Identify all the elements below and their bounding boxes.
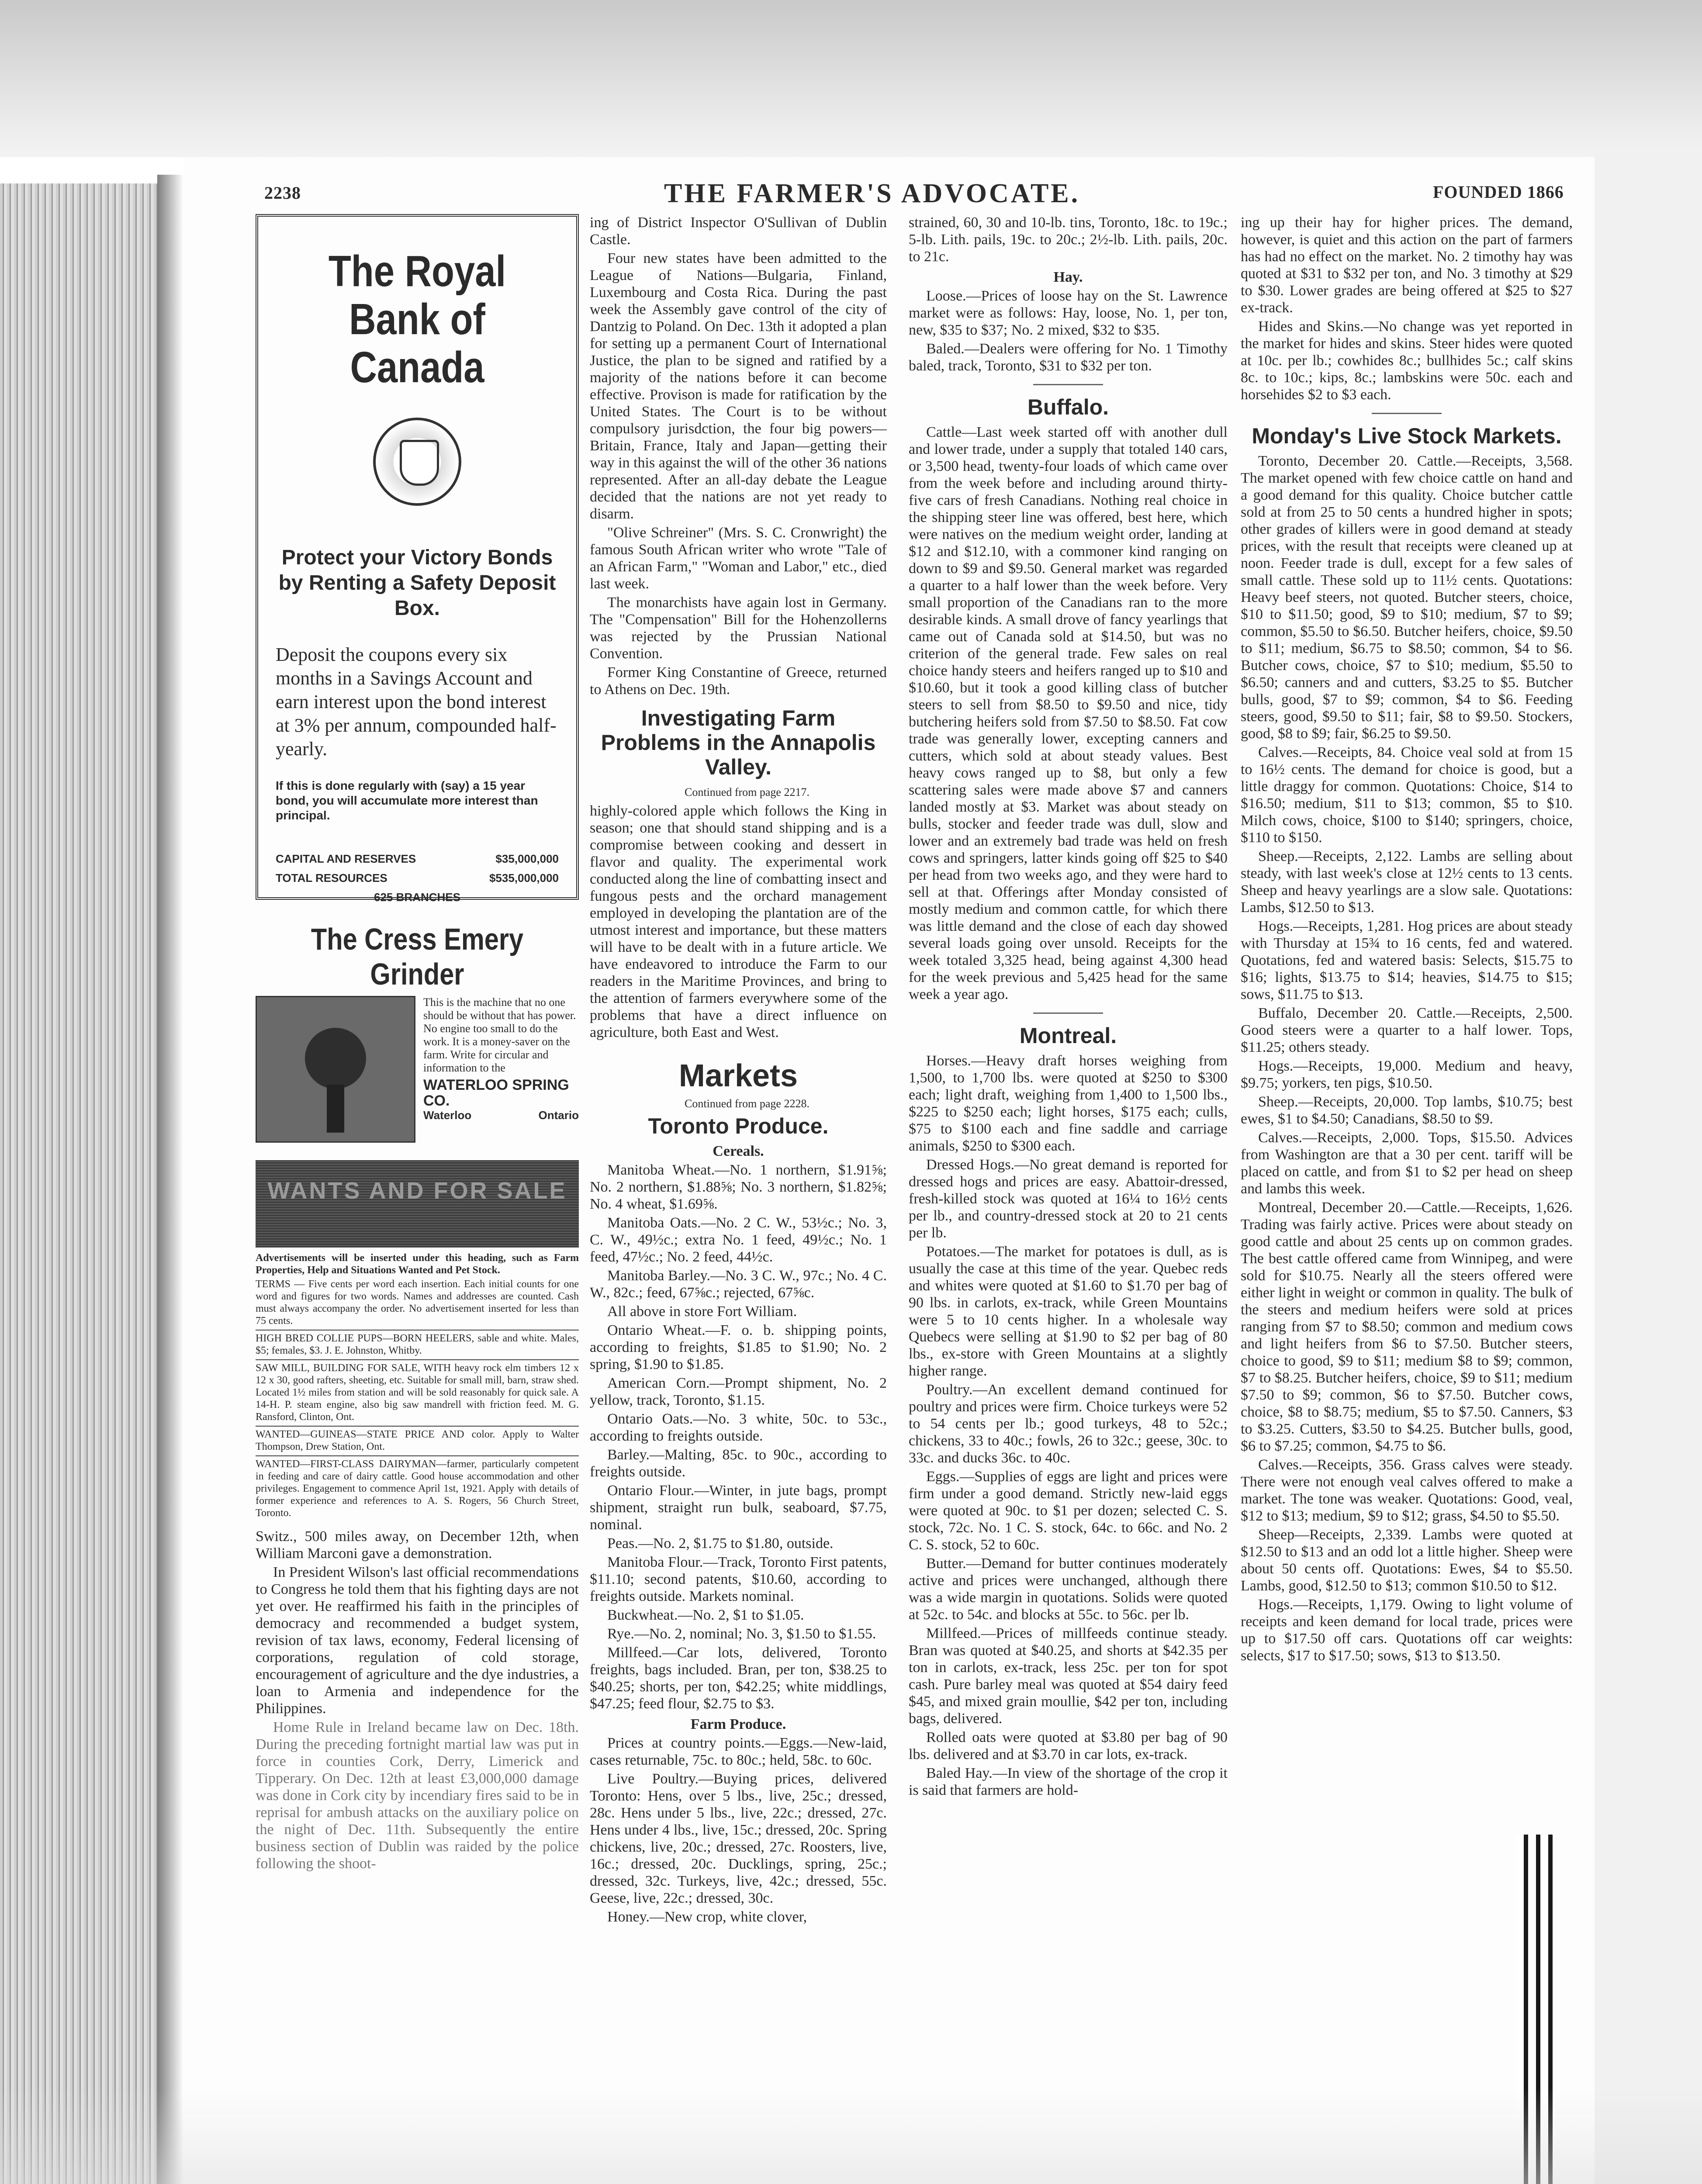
cress-company: WATERLOO SPRING CO.	[423, 1077, 569, 1109]
market-item: Buffalo, December 20. Cattle.—Receipts, 2,500. Good steers were a quarter to a half lower. Tops, $11.25; others steady.	[1241, 1005, 1573, 1055]
market-item: Manitoba Wheat.—No. 1 northern, $1.91⅝; No. 2 northern, $1.88⅝; No. 3 northern, $1.82⅝; No. 4 wheat, $1.69⅝.	[590, 1162, 887, 1212]
market-item: Prices at country points.—Eggs.—New-laid, cases returnable, 75c. to 80c.; held, 58c. to 60c.	[590, 1735, 887, 1768]
divider	[1033, 1013, 1103, 1014]
bank-seal-icon	[373, 418, 461, 506]
market-item: Baled Hay.—In view of the shortage of the crop it is said that farmers are hold-	[909, 1765, 1228, 1798]
market-item: Buckwheat.—No. 2, $1 to $1.05.	[607, 1607, 804, 1623]
market-item: ing up their hay for higher prices. The demand, however, is quiet and this action on the part of farmers has had no effect on the market. No. 2 timothy hay was quoted at $31 to $32 per ton, and No. 3 timothy at $29 to $30. Lower grades are being offered at $25 to $27 ex-track.	[1241, 214, 1573, 316]
market-item: Poultry.—An excellent demand continued for poultry and prices were firm. Choice turkeys were 52 to 54 cents per lb.; good turkeys, 48 to 52c.; chickens, 33 to 40c.; fowls, 26 to 32c.; geese, 30c. to 33c. and ducks 36c. to 40c.	[909, 1382, 1228, 1466]
divider	[1033, 384, 1103, 385]
cereals-heading: Cereals.	[713, 1143, 764, 1159]
market-item: Dressed Hogs.—No great demand is reported for dressed hogs and prices are easy. Abattoir-dressed, fresh-killed stock was quoted at 16¼ to 16½ cents per lb., and country-dressed stock at 20 to 21 cents per lb.	[909, 1157, 1228, 1241]
market-item: Millfeed.—Car lots, delivered, Toronto freights, bags included. Bran, per ton, $38.25 to $40.25; shorts, per ton, $42.25; white middlings, $47.25; feed flour, $2.75 to $3.	[590, 1645, 887, 1712]
toronto-produce-heading: Toronto Produce.	[648, 1114, 829, 1138]
market-item: Calves.—Receipts, 356. Grass calves were steady. There were not enough veal calves offered to make a market. The tone was weaker. Quotations: Good, veal, $12 to $13; medium, $9 to $12; grass, $4.50 to $5.50.	[1241, 1457, 1573, 1524]
column-4	[1241, 214, 1573, 2084]
market-item: Manitoba Barley.—No. 3 C. W., 97c.; No. 4 C. W., 82c.; feed, 67⅝c.; rejected, 67⅝c.	[590, 1268, 887, 1301]
news-paragraph: "Olive Schreiner" (Mrs. S. C. Cronwright) the famous South African writer who wrote "Tale of an African Farm," "Woman and Labor," etc., died last week.	[590, 525, 887, 592]
market-item: Ontario Oats.—No. 3 white, 50c. to 53c., according to freights outside.	[590, 1411, 887, 1444]
classified-item: WANTED—GUINEAS—STATE PRICE AND color. Apply to Walter Thompson, Drew Station, Ont.	[256, 1426, 579, 1453]
scan-background-top	[0, 0, 1702, 157]
cress-title: The Cress Emery Grinder	[311, 922, 524, 991]
column-2	[590, 214, 887, 2084]
market-item: Horses.—Heavy draft horses weighing from 1,500, to 1,700 lbs. were quoted at $250 to $300 each; light draft, weighing from 1,400 to 1,500 lbs., $225 to $250 each; light horses, $175 each; culls, $75 to $100 each and fine saddle and carriage animals, $250 to $300 each.	[909, 1053, 1228, 1154]
news-paragraph: Switz., 500 miles away, on December 12th, when William Marconi gave a demonstration.	[256, 1528, 579, 1562]
market-item: Calves.—Receipts, 2,000. Tops, $15.50. Advices from Washington are that a 30 per cent. tariff will be placed on cattle, and from $1 to $2 per head on sheep and lambs this week.	[1241, 1130, 1573, 1197]
resources-label: TOTAL RESOURCES	[276, 871, 387, 885]
bank-title: The Royal Bank of Canada	[328, 247, 506, 392]
news-paragraph: Four new states have been admitted to the League of Nations—Bulgaria, Finland, Luxembourg and Costa Rica. During the past week the Assembly gave control of the city of Dantzig to Poland. On Dec. 13th it adopted a plan for setting up a permanent Court of International Justice, the plan to be signed and ratified by a majority of the nations before it can become effective. Provison is made for ratification by the United States. The Court is to be without compulsory jurisdction, the four big powers—Britain, France, Italy and Japan—getting their way in this against the will of the other 36 nations represented. After an all-day debate the League decided that the nations are not yet ready to disarm.	[590, 250, 887, 522]
bank-note: If this is done regularly with (say) a 15 year bond, you will accumulate more interest than principal.	[276, 779, 538, 822]
news-paragraph: The monarchists have again lost in Germany. The "Compensation" Bill for the Hohenzollerns was rejected by the Prussian National Convention.	[590, 594, 887, 662]
bank-figures	[276, 849, 559, 907]
market-item: Honey.—New crop, white clover,	[607, 1909, 807, 1925]
classified-item: SAW MILL, BUILDING FOR SALE, WITH heavy rock elm timbers 12 x 12 x 30, good rafters, sheeting, etc. Suitable for small mill, barn, straw shed. Located 1½ miles from station and will be sold reasonably for quick sale. A 14-H. P. steam engine, also big saw mandrell with friction feed. M. G. Ransford, Clinton, Ont.	[256, 1359, 579, 1423]
news-paragraph: ing of District Inspector O'Sullivan of Dublin Castle.	[590, 214, 887, 248]
wants-intro: Advertisements will be inserted under this heading, such as Farm Properties, Help and Situations Wanted and Pet Stock.	[256, 1252, 579, 1276]
market-item: All above in store Fort William.	[607, 1303, 797, 1320]
bank-headline: Protect your Victory Bonds by Renting a Safety Deposit Box.	[278, 546, 556, 620]
page-header	[183, 170, 1595, 208]
market-item: Rolled oats were quoted at $3.80 per bag of 90 lbs. delivered and at $3.70 in car lots, ex-track.	[909, 1729, 1228, 1762]
market-item: Hogs.—Receipts, 19,000. Medium and heavy, $9.75; yorkers, ten pigs, $10.50.	[1241, 1058, 1573, 1091]
investigating-heading: Investigating Farm Problems in the Annapolis Valley.	[601, 706, 876, 779]
market-item: Sheep—Receipts, 2,339. Lambs were quoted at $12.50 to $13 and an odd lot a little higher. Sheep were about 50 cents off. Quotations: Ewes, $4 to $5.50. Lambs, good, $12.50 to $13; common $10.50 to $12.	[1241, 1527, 1573, 1594]
market-item: Potatoes.—The market for potatoes is dull, as is usually the case at this time of the year. Quebec reds and whites were quoted at $1.60 to $1.70 per bag of 90 lbs. in carlots, ex-track, while Green Mountains were 5 to 10 cents higher. In a wholesale way Quebecs were selling at $1.90 to $2 per bag of 80 lbs., ex-store with Green Mountains at a slightly higher range.	[909, 1244, 1228, 1379]
market-item: Manitoba Flour.—Track, Toronto First patents, $11.10; second patents, $10.60, according to freights outside. Markets nominal.	[590, 1554, 887, 1604]
column-3	[909, 214, 1228, 2084]
cress-ad	[256, 996, 579, 1143]
hay-heading: Hay.	[1053, 269, 1083, 285]
market-item: Live Poultry.—Buying prices, delivered Toronto: Hens, over 5 lbs., live, 25c.; dressed, 28c. Hens under 5 lbs., live, 22c.; dressed, 27c. Hens under 4 lbs., live, 15c.; dressed, 20c. Spring chickens, live, 20c.; dressed, 27c. Roosters, live, 16c.; dressed, 20c. Ducklings, spring, 25c.; dressed, 32c. Turkeys, live, 42c.; dressed, 55c. Geese, live, 22c.; dressed, 30c.	[590, 1771, 887, 1906]
founded-year: FOUNDED 1866	[1433, 182, 1564, 202]
continued-note: Continued from page 2228.	[685, 1097, 809, 1110]
col1-news	[256, 1528, 579, 1872]
market-item: Toronto, December 20. Cattle.—Receipts, 3,568. The market opened with few choice cattle on hand and a good demand for this quality. Choice butcher cattle sold at from 25 to 50 cents a hundred higher in spots; other grades of killers were in good demand at steady prices, with the result that receipts were cleaned up at noon. Feeder trade is dull, except for a few sales of small cattle. These sold up to 11½ cents. Quotations: Heavy beef steers, not quoted. Butcher steers, choice, $10 to $11.50; good, $9 to $10; medium, $7 to $9; common, $5.50 to $6.50. Butcher heifers, choice, $9.50 to $11; medium, $6.75 to $8.50; common, $4 to $6. Butcher cows, choice, $7 to $10; medium, $5.50 to $6.50; canners and and cutters, $3.25 to $5. Butcher bulls, good, $7 to $9; common, $4 to $6. Feeding steers, good, $9.50 to $11; fair, $8 to $9.50. Stockers, good, $8 to $9; fair, $6.25 to $9.50.	[1241, 453, 1573, 742]
market-item: Sheep.—Receipts, 2,122. Lambs are selling about steady, with last week's close at 12½ cents to 13 cents. Sheep and heavy yearlings are a slow sale. Quotations: Lambs, $12.50 to $13.	[1241, 848, 1573, 916]
bank-body: Deposit the coupons every six months in a Savings Account and earn interest upon the bond interest at 3% per annum, compounded half-yearly.	[276, 644, 557, 760]
market-item: Butter.—Demand for butter continues moderately active and prices were unchanged, although there was a wide margin in quotations. Solids were quoted at 52c. to 54c. and blocks at 55c. to 56c. per lb.	[909, 1555, 1228, 1623]
masthead: THE FARMER'S ADVOCATE.	[664, 179, 1080, 208]
cress-province: Ontario	[538, 1109, 579, 1122]
wants-banner: WANTS AND FOR SALE	[256, 1160, 579, 1248]
wants-terms: TERMS — Five cents per word each insertion. Each initial counts for one word and figures for two words. Names and addresses are counted. Cash must always accompany the order. No advertisement inserted for less than 75 cents.	[256, 1279, 579, 1327]
market-item: Montreal, December 20.—Cattle.—Receipts, 1,626. Trading was fairly active. Prices were about steady on good cattle and about 25 cents up on common grades. The best cattle offered came from Winnipeg, and were sold for $10.75. Nearly all the steers offered were either light in weight or common in quality. The bulk of the steers and medium heifers were sold at prices ranging from $7 to $8.50; common and medium cows and light heifers from $6 to $7.50. Butcher steers, choice to good, $9 to $11; medium $8 to $9; common, $7 to $8.25. Butcher heifers, choice, $9 to $11; medium $7.50 to $9; common, $6 to $7.50. Butcher cows, choice, $8 to $8.75; medium, $5 to $7.50. Canners, $3 to $3.25. Cutters, $3.50 to $4.25. Butcher bulls, good, $6 to $7.25; common, $4.75 to $6.	[1241, 1199, 1573, 1454]
column-1	[256, 214, 579, 2084]
spine-shadow	[157, 175, 183, 2184]
market-item: Hogs.—Receipts, 1,179. Owing to light volume of receipts and keen demand for local trade, prices were up to $17.50 off cars. Quotations off car weights: selects, $17 to $17.50; sows, $13 to $13.50.	[1241, 1597, 1573, 1664]
market-item: Peas.—No. 2, $1.75 to $1.80, outside.	[607, 1535, 834, 1552]
royal-bank-ad	[256, 214, 579, 904]
farm-produce-heading: Farm Produce.	[690, 1716, 786, 1732]
market-item: Ontario Flour.—Winter, in jute bags, prompt shipment, straight run bulk, seaboard, $7.75, nominal.	[590, 1482, 887, 1533]
book-spine	[0, 183, 157, 2184]
cress-text-block	[423, 996, 579, 1143]
scan-background-bottom	[0, 2088, 1702, 2184]
market-item: Rye.—No. 2, nominal; No. 3, $1.50 to $1.55.	[607, 1626, 876, 1642]
market-item: Calves.—Receipts, 84. Choice veal sold at from 15 to 16½ cents. The demand for choice is good, but a little draggy for common. Quotations: Choice, $14 to $16.50; medium, $11 to $13; common, $5 to $10. Milch cows, choice, $100 to $140; springers, choice, $110 to $150.	[1241, 744, 1573, 846]
market-item: Eggs.—Supplies of eggs are light and prices were firm under a good demand. Strictly new-laid eggs were quoted at 90c. to $1 per dozen; selected C. S. stock, 72c. No. 1 C. S. stock, 64c. to 66c. and No. 2 C. S. stock, 52 to 60c.	[909, 1469, 1228, 1553]
continued-note: Continued from page 2217.	[685, 786, 809, 798]
market-item: Loose.—Prices of loose hay on the St. Lawrence market were as follows: Hay, loose, No. 1, per ton, new, $35 to $37; No. 2 mixed, $32 to $35.	[909, 288, 1228, 338]
branches: 625 BRANCHES	[374, 891, 460, 904]
grinder-illustration	[256, 996, 415, 1143]
capital-label: CAPITAL AND RESERVES	[276, 852, 416, 865]
news-paragraph: Home Rule in Ireland became law on Dec. 18th. During the preceding fortnight martial law was put in force in counties Cork, Derry, Limerick and Tipperary. On Dec. 12th at least £3,000,000 damage was done in Cork city by incendiary fires said to be in reprisal for ambush attacks on the auxiliary police on the night of Dec. 11th. Subsequently the entire business section of Dublin was raided by the police following the shoot-	[256, 1719, 579, 1872]
buffalo-report: Cattle—Last week started off with another dull and lower trade, under a supply that totaled 140 cars, or 3,500 head, twenty-four loads of which came over from the week before and including around thirty-five cars of fresh Canadians. Nothing real choice in the shipping steer line was offered, best here, which were natives on the medium weight order, landing at $12 and $12.10, with a commoner kind ranging on down to $9 and $9.50. General market was regarded a quarter to a half lower than the week before. Very small proportion of the Canadians ran to the more desirable kinds. A small drove of fancy yearlings that came out of Canada sold at $14.50, but was no criterion of the general trade. Few sales on real choice handy steers and heifers ranged up to $10 and $10.60, but it took a good killing class of butcher steers to sell from $8.50 to $9.50 and nice, tidy butchering heifers sold from $7.50 to $8.50. Fat cow trade was generally lower, excepting canners and cutters, which sold at about steady values. Best heavy cows ranged up to $8, but only a few scattering sales were made above $7 and canners landed mostly at $3. Market was about steady on bulls, stocker and feeder trade was dull, slow and lower and an extremely bad trade was held on fresh cows and springers, latter kinds going off $25 to $40 per head from two weeks ago, and they were hard to sell at that. Offerings after Monday consisted of mostly medium and common cattle, for which there was little demand and the close of each day showed several loads going over unsold. Receipts for the week totaled 3,325 head, being against 4,300 head for the week previous and 5,425 head for the same week a year ago.	[909, 424, 1228, 1002]
market-item: Sheep.—Receipts, 20,000. Top lambs, $10.75; best ewes, $1 to $4.50; Canadians, $8.50 to $9.	[1241, 1094, 1573, 1127]
markets-heading: Markets	[678, 1058, 798, 1093]
capital-value: $35,000,000	[495, 852, 559, 865]
investigating-text: highly-colored apple which follows the King in season; one that should stand shipping and is a compromise between cooking and dessert in flavor and quality. The experimental work conducted along the line of combatting insect and fungous pests and the orchard management employed in developing the plantation are of the utmost interest and importance, but these matters will have to be dealt with in a future article. We have endeavored to introduce the Farm to our readers in the Maritime Provinces, and bring to the attention of farmers everywhere some of the problems that have a direct influence on agriculture, both East and West.	[590, 803, 887, 1040]
resources-value: $535,000,000	[489, 871, 559, 885]
market-item: strained, 60, 30 and 10-lb. tins, Toronto, 18c. to 19c.; 5-lb. Lith. pails, 19c. to 20c.; 2½-lb. Lith. pails, 20c. to 21c.	[909, 214, 1228, 265]
market-item: Hogs.—Receipts, 1,281. Hog prices are about steady with Thursday at 15¾ to 16 cents, fed and watered. Quotations, fed and watered basis: Selects, $15.75 to $16; lights, $13.75 to $14; heavies, $14.75 to $15; sows, $11.75 to $13.	[1241, 918, 1573, 1002]
monday-heading: Monday's Live Stock Markets.	[1252, 424, 1562, 448]
news-paragraph: In President Wilson's last official recommendations to Congress he told them that his fighting days are not yet over. He reaffirmed his faith in the principles of democracy and recommended a budget system, revision of tax laws, economy, Federal licensing of corporations, regulation of cold storage, encouragement of agriculture and the dye industries, a loan to Armenia and independence for the Philippines.	[256, 1564, 579, 1717]
market-item: Baled.—Dealers were offering for No. 1 Timothy baled, track, Toronto, $31 to $32 per ton.	[909, 341, 1228, 374]
market-item: Hides and Skins.—No change was yet reported in the market for hides and skins. Steer hides were quoted at 10c. per lb.; cowhides 8c.; bullhides 5c.; calf skins 8c. to 10c.; kips, 8c.; lambskins were 50c. each and horsehides $2 to $3 each.	[1241, 318, 1573, 403]
cress-body: This is the machine that no one should be without that has power. No engine too small to do the work. It is a money-saver on the farm. Write for circular and information to the	[423, 996, 576, 1074]
market-item: Ontario Wheat.—F. o. b. shipping points, according to freights, $1.85 to $1.90; No. 2 spring, $1.90 to $1.85.	[590, 1322, 887, 1372]
market-item: Barley.—Malting, 85c. to 90c., according to freights outside.	[590, 1447, 887, 1480]
classified-item: WANTED—FIRST-CLASS DAIRYMAN—farmer, particularly competent in feeding and care of dairy cattle. Good house accommodation and other privileges. Engagement to commence April 1st, 1921. Apply with details of former experience and references to A. S. Rogers, 56 Church Street, Toronto.	[256, 1455, 579, 1519]
market-item: Manitoba Oats.—No. 2 C. W., 53½c.; No. 3, C. W., 49½c.; extra No. 1 feed, 49½c.; No. 1 feed, 47½c.; No. 2 feed, 44½c.	[590, 1215, 887, 1265]
news-paragraph: Former King Constantine of Greece, returned to Athens on Dec. 19th.	[590, 664, 887, 698]
buffalo-heading: Buffalo.	[1027, 395, 1109, 419]
page-number: 2238	[264, 183, 301, 203]
divider	[1372, 413, 1442, 414]
montreal-heading: Montreal.	[1019, 1023, 1117, 1048]
facing-page-edge	[1595, 153, 1702, 2184]
market-item: Millfeed.—Prices of millfeeds continue steady. Bran was quoted at $40.25, and shorts at $42.35 per ton in carlots, ex-track, less 25c. per ton for spot cash. Pure barley meal was quoted at $54 dairy feed $45, and mixed grain moullie, $42 per ton, including bags, delivered.	[909, 1625, 1228, 1727]
market-item: American Corn.—Prompt shipment, No. 2 yellow, track, Toronto, $1.15.	[590, 1375, 887, 1408]
classified-item: HIGH BRED COLLIE PUPS—BORN HEELERS, sable and white. Males, $5; females, $3. J. E. Johnston, Whitby.	[256, 1330, 579, 1357]
cress-city: Waterloo	[423, 1109, 472, 1122]
newspaper-page	[183, 157, 1595, 2114]
